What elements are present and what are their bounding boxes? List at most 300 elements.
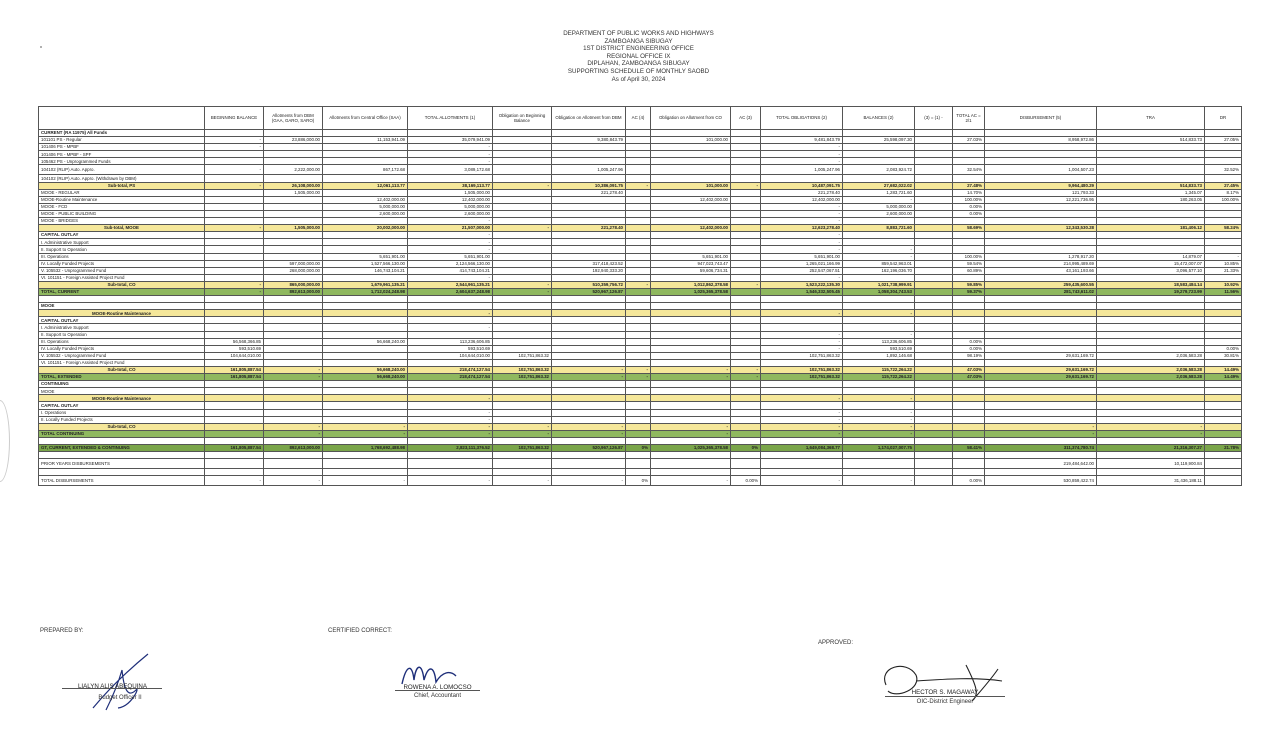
table-cell: [493, 469, 552, 476]
certified-title: Chief, Accountant: [413, 693, 462, 699]
row-label: MOOE-Routine Maintenance: [39, 310, 205, 317]
table-cell: [843, 151, 915, 158]
table-cell: [408, 388, 493, 395]
table-cell: [1097, 303, 1205, 310]
row-label: MOOE: [39, 303, 205, 310]
table-cell: [915, 144, 953, 151]
table-cell: [843, 175, 915, 182]
table-cell: [843, 381, 915, 388]
table-cell: 1,025,365,378.58: [651, 445, 731, 452]
table-row: [39, 395, 1242, 402]
table-cell: [493, 274, 552, 281]
table-cell: [552, 310, 626, 317]
row-label: IV. Locally Funded Projects: [39, 260, 205, 267]
table-cell: 56,668,240.00: [323, 338, 408, 345]
table-cell: [552, 151, 626, 158]
table-cell: [205, 158, 264, 165]
certified-name: ROWENA A. LOMOCSO: [403, 684, 472, 691]
table-cell: [626, 469, 651, 476]
table-cell: [843, 218, 915, 225]
table-cell: 8.17%: [1205, 189, 1242, 196]
table-cell: [264, 239, 323, 246]
table-cell: 1,278,917.20: [985, 253, 1097, 260]
table-cell: 27.45%: [1205, 182, 1242, 189]
table-cell: [915, 374, 953, 381]
table-cell: 1,523,222,135.30: [761, 281, 843, 288]
table-row: [39, 310, 1242, 317]
table-cell: 30.81%: [1205, 352, 1242, 359]
table-cell: [205, 232, 264, 239]
table-cell: [626, 459, 651, 469]
table-cell: 14.70%: [953, 189, 985, 196]
table-cell: [651, 175, 731, 182]
table-cell: [915, 402, 953, 409]
table-cell: [323, 452, 408, 459]
table-cell: [985, 437, 1097, 444]
table-cell: [552, 130, 626, 137]
table-cell: [985, 310, 1097, 317]
table-cell: -: [761, 345, 843, 352]
table-cell: [205, 359, 264, 366]
table-cell: [953, 416, 985, 423]
table-cell: 161,805,887.54: [205, 445, 264, 452]
table-cell: [552, 218, 626, 225]
table-cell: 0.00%: [953, 345, 985, 352]
table-cell: [761, 324, 843, 331]
table-cell: [953, 388, 985, 395]
column-header: AC (3): [731, 107, 761, 130]
table-cell: [1097, 402, 1205, 409]
table-cell: [264, 331, 323, 338]
table-cell: [264, 203, 323, 210]
row-label: [39, 437, 205, 444]
table-cell: [1097, 239, 1205, 246]
table-cell: [731, 359, 761, 366]
table-cell: -: [205, 165, 264, 175]
table-cell: [731, 137, 761, 144]
table-cell: -: [651, 430, 731, 437]
table-row: [39, 416, 1242, 423]
table-cell: -: [761, 274, 843, 281]
table-cell: [552, 388, 626, 395]
table-cell: 0%: [626, 445, 651, 452]
table-cell: [205, 459, 264, 469]
column-header: [39, 107, 205, 130]
column-header: TOTAL OBLIGATIONS (2): [761, 107, 843, 130]
table-cell: [651, 459, 731, 469]
table-cell: [493, 416, 552, 423]
table-row: [39, 459, 1242, 469]
table-cell: 1,768,692,488.98: [323, 445, 408, 452]
table-cell: [953, 423, 985, 430]
table-cell: [731, 469, 761, 476]
table-cell: 3,089,172.68: [408, 165, 493, 175]
table-cell: [493, 232, 552, 239]
table-cell: 259,435,600.55: [985, 281, 1097, 288]
table-cell: 1,265,021,166.99: [761, 260, 843, 267]
table-row: [39, 437, 1242, 444]
table-cell: [552, 395, 626, 402]
table-cell: [264, 310, 323, 317]
table-cell: -: [552, 476, 626, 486]
table-row: [39, 274, 1242, 281]
table-cell: [915, 331, 953, 338]
table-cell: [731, 395, 761, 402]
table-cell: [552, 459, 626, 469]
table-row: [39, 430, 1242, 437]
table-cell: 23,886,000.00: [264, 137, 323, 144]
table-cell: 0.00%: [953, 476, 985, 486]
table-cell: 268,000,000.00: [264, 267, 323, 274]
table-cell: 15,472,007.07: [1097, 260, 1205, 267]
table-cell: -: [408, 218, 493, 225]
saobd-table: [38, 106, 1242, 486]
approved-label: APPROVED:: [818, 640, 854, 646]
table-cell: [626, 175, 651, 182]
table-cell: 58.41%: [953, 445, 985, 452]
table-row: [39, 260, 1242, 267]
table-cell: [985, 345, 1097, 352]
table-cell: [985, 232, 1097, 239]
table-cell: -: [651, 423, 731, 430]
table-cell: [985, 151, 1097, 158]
table-cell: 221,278.40: [552, 225, 626, 232]
table-cell: [1205, 395, 1242, 402]
row-label: Sub-total, MOOE: [39, 225, 205, 232]
column-header: BALANCES (2): [843, 107, 915, 130]
table-cell: 12,402,000.00: [651, 225, 731, 232]
table-cell: [731, 151, 761, 158]
table-cell: [1097, 437, 1205, 444]
table-cell: [985, 203, 1097, 210]
table-cell: [651, 144, 731, 151]
table-cell: 892,613,000.00: [264, 288, 323, 295]
table-cell: [915, 476, 953, 486]
table-cell: 1,712,024,248.98: [323, 288, 408, 295]
table-cell: [761, 359, 843, 366]
table-cell: -: [843, 430, 915, 437]
table-cell: [264, 253, 323, 260]
table-cell: [761, 381, 843, 388]
row-label: 101406 PS - MPBF - SPF: [39, 151, 205, 158]
table-cell: -: [493, 288, 552, 295]
row-label: CAPITAL OUTLAY: [39, 232, 205, 239]
table-cell: -: [626, 367, 651, 374]
table-cell: [915, 158, 953, 165]
table-cell: [915, 260, 953, 267]
table-cell: [626, 267, 651, 274]
table-cell: [552, 381, 626, 388]
table-cell: [651, 317, 731, 324]
table-cell: 58.24%: [1205, 225, 1242, 232]
table-cell: 192,940,333.20: [552, 267, 626, 274]
table-cell: [408, 359, 493, 366]
table-cell: [626, 274, 651, 281]
table-cell: [915, 210, 953, 217]
table-cell: [731, 402, 761, 409]
table-cell: 0%: [626, 476, 651, 486]
table-cell: 59.37%: [953, 288, 985, 295]
table-cell: [205, 296, 264, 303]
table-cell: [843, 317, 915, 324]
table-row: [39, 317, 1242, 324]
table-row: [39, 367, 1242, 374]
table-cell: [915, 317, 953, 324]
table-cell: [323, 218, 408, 225]
table-cell: [1097, 359, 1205, 366]
table-cell: 2,544,961,135.21: [408, 281, 493, 288]
table-cell: [915, 246, 953, 253]
table-cell: [731, 189, 761, 196]
table-cell: 14,879.07: [1097, 253, 1205, 260]
table-row: [39, 303, 1242, 310]
table-cell: [915, 459, 953, 469]
table-cell: [1205, 303, 1242, 310]
table-cell: [493, 130, 552, 137]
row-label: V. 105532 - Unprogrammed Fund: [39, 267, 205, 274]
table-cell: [626, 430, 651, 437]
table-row: [39, 445, 1242, 452]
table-cell: 2,036,583.28: [1097, 352, 1205, 359]
table-cell: -: [408, 416, 493, 423]
table-cell: 12,221,736.95: [985, 196, 1097, 203]
table-cell: 12,402,000.00: [651, 196, 731, 203]
table-cell: [323, 175, 408, 182]
table-cell: -: [205, 288, 264, 295]
table-cell: 115,722,264.22: [843, 374, 915, 381]
row-label: TOTAL DISBURSEMENTS: [39, 476, 205, 486]
table-cell: [205, 151, 264, 158]
table-cell: 32.52%: [1205, 165, 1242, 175]
table-cell: 1,649,084,368.77: [761, 445, 843, 452]
table-cell: [953, 469, 985, 476]
table-cell: [731, 459, 761, 469]
table-cell: [761, 469, 843, 476]
table-cell: [1205, 452, 1242, 459]
row-label: IV. Locally Funded Projects: [39, 345, 205, 352]
table-cell: [408, 296, 493, 303]
table-cell: [953, 402, 985, 409]
row-label: III. Operations: [39, 338, 205, 345]
table-cell: [552, 239, 626, 246]
table-cell: [626, 218, 651, 225]
table-cell: [493, 338, 552, 345]
table-cell: 281,743,611.02: [985, 288, 1097, 295]
header-line: ZAMBOANGA SIBUGAY: [604, 37, 673, 45]
table-cell: [552, 331, 626, 338]
table-cell: 2,604,637,248.98: [408, 288, 493, 295]
table-cell: -: [626, 374, 651, 381]
row-label: 105462 PS - Unprogrammed Funds: [39, 158, 205, 165]
table-cell: 593,510.69: [843, 345, 915, 352]
table-cell: [626, 288, 651, 295]
table-cell: 5,000,000.00: [323, 203, 408, 210]
table-row: [39, 239, 1242, 246]
table-cell: -: [761, 476, 843, 486]
table-cell: [1097, 232, 1205, 239]
table-cell: [985, 144, 1097, 151]
table-cell: [1205, 175, 1242, 182]
table-cell: 21,316,307.27: [1097, 445, 1205, 452]
table-cell: 10,386,091.75: [552, 182, 626, 189]
table-cell: [761, 130, 843, 137]
table-cell: [1205, 232, 1242, 239]
row-label: CAPITAL OUTLAY: [39, 317, 205, 324]
table-cell: 2,083,924.72: [843, 165, 915, 175]
table-cell: [651, 210, 731, 217]
table-cell: [1097, 210, 1205, 217]
table-cell: -: [493, 182, 552, 189]
row-label: TOTAL, EXTENDED: [39, 374, 205, 381]
table-cell: 593,510.69: [205, 345, 264, 352]
table-cell: [264, 324, 323, 331]
table-cell: [1097, 130, 1205, 137]
table-cell: 2,036,583.28: [1097, 367, 1205, 374]
table-cell: 1,025,365,378.58: [651, 288, 731, 295]
table-row: [39, 402, 1242, 409]
table-cell: [731, 430, 761, 437]
table-cell: [731, 225, 761, 232]
table-cell: [323, 469, 408, 476]
table-cell: [626, 359, 651, 366]
table-cell: 892,613,000.00: [264, 445, 323, 452]
table-cell: [1205, 158, 1242, 165]
table-cell: -: [552, 423, 626, 430]
table-cell: -: [761, 395, 843, 402]
table-cell: -: [761, 203, 843, 210]
table-cell: [264, 196, 323, 203]
row-label: VI. 101151 - Foreign Assisted Project Fund: [39, 359, 205, 366]
table-cell: [626, 416, 651, 423]
table-cell: -: [408, 151, 493, 158]
table-cell: -: [761, 246, 843, 253]
table-cell: [493, 218, 552, 225]
table-cell: [408, 381, 493, 388]
table-cell: [552, 317, 626, 324]
table-cell: -: [408, 232, 493, 239]
table-cell: [651, 395, 731, 402]
row-label: III. Operations: [39, 253, 205, 260]
table-cell: -: [761, 416, 843, 423]
table-cell: [323, 246, 408, 253]
table-cell: [626, 137, 651, 144]
table-cell: 115,722,264.22: [843, 367, 915, 374]
table-cell: -: [651, 476, 731, 486]
table-cell: [915, 324, 953, 331]
table-cell: 102,751,863.32: [493, 352, 552, 359]
table-cell: 5,000,000.00: [843, 203, 915, 210]
table-cell: [651, 388, 731, 395]
table-cell: 21.78%: [1205, 445, 1242, 452]
table-cell: [408, 459, 493, 469]
table-cell: [264, 381, 323, 388]
table-row: [39, 130, 1242, 137]
table-cell: [323, 144, 408, 151]
table-cell: 19,279,723.99: [1097, 288, 1205, 295]
table-cell: [731, 165, 761, 175]
table-cell: [761, 402, 843, 409]
table-cell: -: [731, 367, 761, 374]
table-cell: [552, 402, 626, 409]
table-cell: [1205, 239, 1242, 246]
table-cell: [264, 459, 323, 469]
table-cell: 12,343,530.28: [985, 225, 1097, 232]
table-cell: [985, 388, 1097, 395]
table-cell: [915, 137, 953, 144]
table-cell: [915, 430, 953, 437]
table-cell: [626, 437, 651, 444]
table-cell: 104,644,010.00: [408, 352, 493, 359]
table-cell: [493, 253, 552, 260]
table-cell: 27.05%: [1205, 137, 1242, 144]
table-cell: [626, 388, 651, 395]
table-cell: [953, 274, 985, 281]
table-cell: [408, 452, 493, 459]
table-cell: 1,546,332,505.45: [761, 288, 843, 295]
row-label: MOOE - BRIDGES: [39, 218, 205, 225]
table-cell: [626, 338, 651, 345]
table-header-row: [39, 107, 1242, 130]
table-cell: [493, 203, 552, 210]
table-cell: [264, 409, 323, 416]
table-cell: [985, 331, 1097, 338]
table-cell: [761, 452, 843, 459]
row-label: Sub-total, CO: [39, 423, 205, 430]
table-cell: [493, 158, 552, 165]
table-cell: [953, 232, 985, 239]
table-cell: 317,418,423.52: [552, 260, 626, 267]
table-cell: [264, 395, 323, 402]
table-cell: [731, 210, 761, 217]
table-cell: [651, 331, 731, 338]
column-header: TRA: [1097, 107, 1205, 130]
table-cell: [1205, 130, 1242, 137]
table-cell: [985, 469, 1097, 476]
table-cell: [264, 246, 323, 253]
table-cell: [1097, 338, 1205, 345]
table-cell: [953, 430, 985, 437]
table-cell: [985, 239, 1097, 246]
table-cell: [205, 452, 264, 459]
table-cell: -: [408, 324, 493, 331]
table-cell: [915, 165, 953, 175]
table-cell: [205, 260, 264, 267]
table-cell: -: [493, 430, 552, 437]
table-cell: [731, 416, 761, 423]
row-label: CONTINUING: [39, 381, 205, 388]
row-label: MOOE - REGULAR: [39, 189, 205, 196]
table-cell: [1205, 423, 1242, 430]
table-cell: [1205, 331, 1242, 338]
table-cell: 146,743,104.21: [323, 267, 408, 274]
table-cell: [493, 260, 552, 267]
table-cell: [953, 158, 985, 165]
table-cell: [408, 469, 493, 476]
table-cell: [953, 175, 985, 182]
table-cell: [1097, 395, 1205, 402]
table-cell: 9,380,843.79: [552, 137, 626, 144]
row-label: GT, CURRENT, EXTENDED & CONTINUING: [39, 445, 205, 452]
table-cell: [205, 274, 264, 281]
table-cell: [205, 331, 264, 338]
table-cell: [731, 324, 761, 331]
table-cell: [761, 459, 843, 469]
table-cell: [323, 416, 408, 423]
table-cell: -: [205, 281, 264, 288]
table-cell: [843, 437, 915, 444]
table-cell: [552, 359, 626, 366]
table-cell: [626, 324, 651, 331]
